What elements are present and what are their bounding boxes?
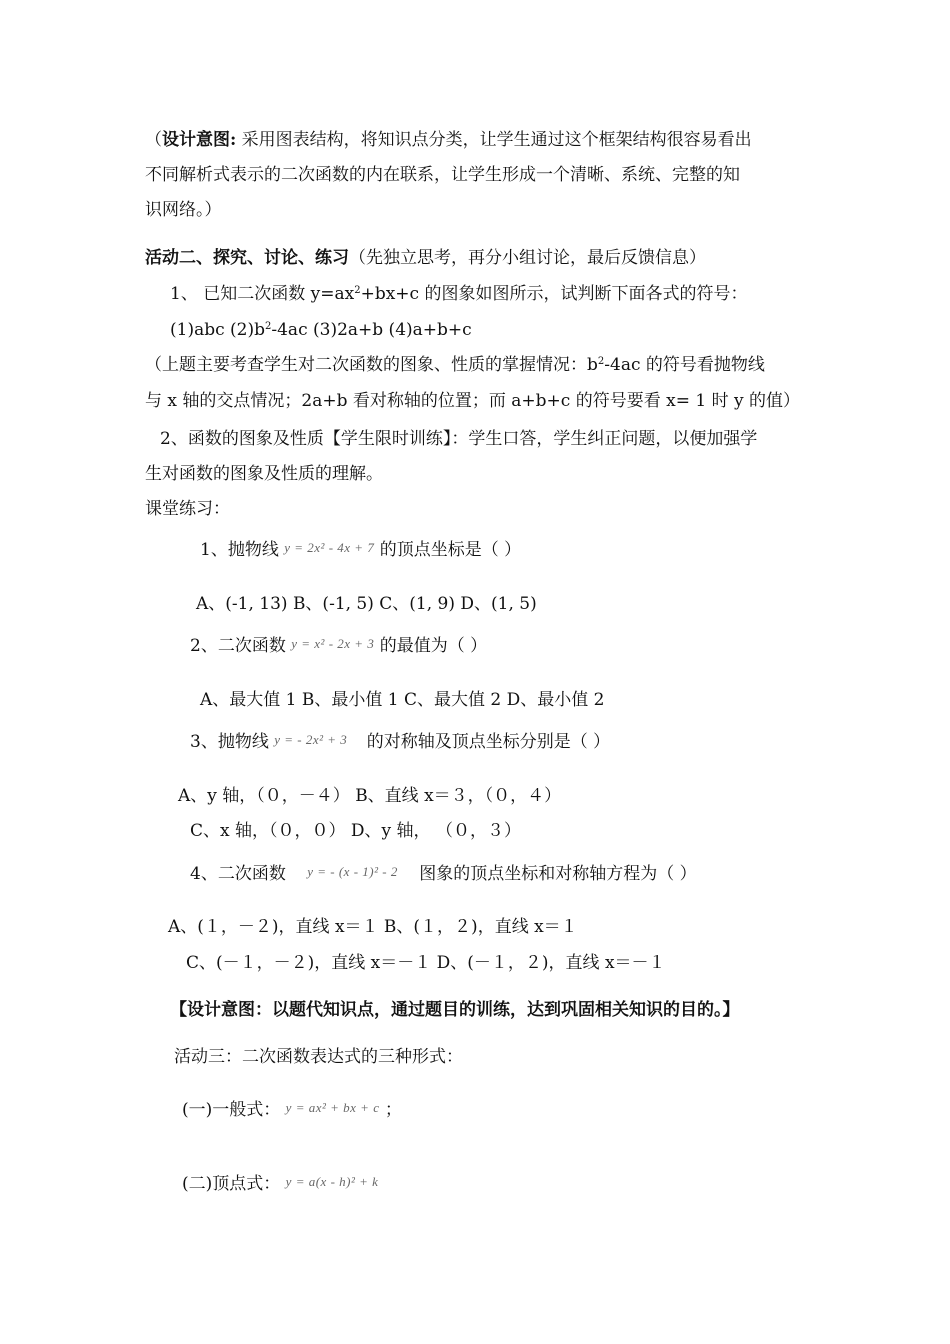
question-1-note-line-2: 与 x 轴的交点情况；2a+b 看对称轴的位置；而 a+b+c 的符号要看 x= 1 时 y 的值） <box>145 391 800 411</box>
formula-vertex: y = a(x - h)² + k <box>285 1174 379 1189</box>
formula-general: y = ax² + bx + c <box>285 1100 380 1115</box>
activity-two-note: （先独立思考，再分小组讨论，最后反馈信息） <box>349 248 706 268</box>
intent-text: 采用图表结构，将知识点分类，让学生通过这个框架结构很容易看出 <box>236 130 752 150</box>
question-1-note-line-1: （上题主要考查学生对二次函数的图象、性质的掌握情况：$b^2-4ac$ 的符号看抛物线 <box>145 355 765 375</box>
practice-heading: 课堂练习： <box>145 499 230 519</box>
activity-three-heading: 活动三：二次函数表达式的三种形式： <box>174 1047 463 1067</box>
formula-1: y = 2x² - 4x + 7 <box>284 540 375 555</box>
practice-3-options-2: C、x 轴，（０，０） D、y 轴， （０，３） <box>190 821 521 841</box>
formula-2: y = x² - 2x + 3 <box>291 636 375 651</box>
formula-4: y = - (x - 1)² - 2 <box>307 864 398 879</box>
form-general: (一)一般式： y = ax² + bx + c ； <box>182 1100 402 1120</box>
practice-4: 4、二次函数 y = - (x - 1)² - 2 图象的顶点坐标和对称轴方程为（ ） <box>190 864 697 884</box>
practice-1: 1、抛物线 y = 2x² - 4x + 7 的顶点坐标是（ ） <box>200 540 522 560</box>
formula-3: y = - 2x² + 3 <box>274 732 348 747</box>
intent-line-3: 识网络。） <box>145 200 222 220</box>
intent-bold-label: 设计意图: <box>162 130 237 150</box>
practice-1-options: A、(-1, 13) B、(-1, 5) C、(1, 9) D、(1, 5) <box>196 594 537 614</box>
practice-3: 3、抛物线 y = - 2x² + 3 的对称轴及顶点坐标分别是（ ） <box>190 732 611 752</box>
intent-line-1 <box>145 128 752 152</box>
question-2-line-1: 2、函数的图象及性质【学生限时训练】：学生口答，学生纠正问题，以便加强学 <box>160 429 758 449</box>
intent-open: （ <box>145 130 162 150</box>
practice-4-options-1: A、(１，－２)，直线 x＝１ B、(１，２)，直线 x＝１ <box>168 917 578 937</box>
practice-4-options-2: C、(－１，－２)，直线 x＝－１ D、(－１，２)，直线 x＝－１ <box>186 953 666 973</box>
intent-two: 【设计意图：以题代知识点，通过题目的训练，达到巩固相关知识的目的。】 <box>170 1000 740 1020</box>
question-1: 1、 已知二次函数 $y=ax^2+bx+c$ 的图象如图所示，试判断下面各式的符号： <box>170 284 748 304</box>
activity-two-heading <box>145 246 706 270</box>
form-vertex: (二)顶点式： y = a(x - h)² + k <box>182 1174 379 1194</box>
practice-2-options: A、最大值 1 B、最小值 1 C、最大值 2 D、最小值 2 <box>200 690 605 710</box>
practice-2: 2、二次函数 y = x² - 2x + 3 的最值为（ ） <box>190 636 488 656</box>
intent-line-2: 不同解析式表示的二次函数的内在联系，让学生形成一个清晰、系统、完整的知 <box>145 165 740 185</box>
question-1-parts: (1)abc $(2)b^2-4ac$ (3)2a+b (4)a+b+c <box>170 320 472 340</box>
activity-two-title: 活动二、探究、讨论、练习 <box>145 248 349 268</box>
question-2-line-2: 生对函数的图象及性质的理解。 <box>145 464 383 484</box>
practice-3-options-1: A、y 轴，（０，－４） B、直线 x＝３，（０，４） <box>178 786 562 806</box>
